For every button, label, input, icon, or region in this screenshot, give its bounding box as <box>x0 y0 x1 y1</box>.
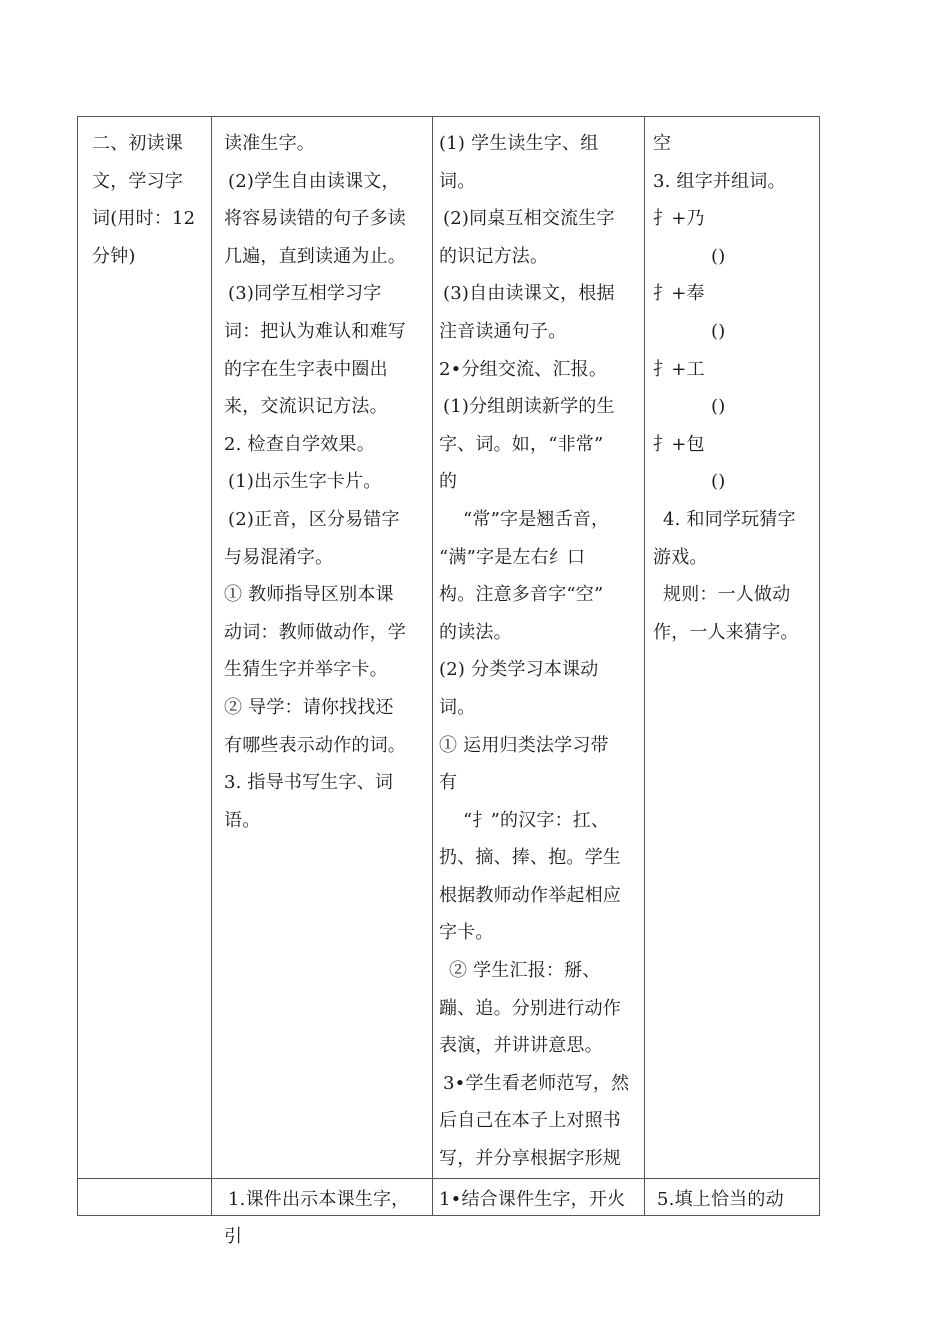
cell-text-line: 后自己在本子上对照书 <box>439 1110 621 1132</box>
cell-text-line: 二、初读课 <box>92 133 183 154</box>
cell-text-line: 读准生字。 <box>224 133 315 154</box>
cell-text-line: 注音读通句子。 <box>439 320 567 342</box>
cell-text-line: 的字在生字表中圈出 <box>224 358 388 380</box>
cell-text-line: (1)分组朗读新学的生 <box>443 396 615 418</box>
student-activity-cell <box>433 1178 645 1215</box>
cell-text-line: 将容易读错的句子多读 <box>224 208 406 230</box>
cell-text-line: 语。 <box>224 809 261 831</box>
cell-text-line: 空 <box>653 133 672 154</box>
cell-text-line: “扌”的汉字：扛、 <box>463 809 610 831</box>
lesson-plan-table <box>77 116 820 1248</box>
cell-text-line: 的读法。 <box>439 621 512 643</box>
exercise-cell <box>645 1178 820 1215</box>
cell-text-line: 3. 组字并组词。 <box>653 170 786 192</box>
cell-text-line: () <box>711 320 726 342</box>
cell-text-line: 动词：教师做动作，学 <box>224 621 406 643</box>
cell-text-line: 蹦、追。分别进行动作 <box>439 997 621 1019</box>
cell-text-line: 写，并分享根据字形规 <box>439 1148 621 1170</box>
cell-text-line: 规则：一人做动 <box>663 584 791 606</box>
exercise-cell <box>645 117 820 1179</box>
cell-text-line: 有 <box>439 772 458 794</box>
cell-text-line: (2)同桌互相交流生字 <box>443 208 615 230</box>
cell-text-line: (3)自由读课文，根据 <box>443 283 615 305</box>
cell-text-line: 表演，并讲讲意思。 <box>439 1035 603 1057</box>
cell-text-line: 的识记方法。 <box>439 245 549 267</box>
cell-text-line: 词(用时：12 <box>92 208 196 230</box>
cell-text-line: 扌+乃 <box>653 208 705 230</box>
cell-text-line: (2)正音，区分易错字 <box>228 508 400 530</box>
cell-text-line: 1•结合课件生字，开火 <box>439 1188 626 1210</box>
cell-text-line: 字、词。如，“非常” <box>439 433 604 455</box>
cell-text-line: 构。注意多音字“空” <box>439 584 604 606</box>
cell-text-line: 词。 <box>439 696 476 718</box>
cell-text-line: 扌+包 <box>653 433 705 455</box>
cell-text-line: ① 运用归类法学习带 <box>439 734 609 756</box>
cell-text-line: ② 导学：请你找找还 <box>224 696 394 718</box>
cell-text-line: “满”字是左右纟口 <box>439 546 586 568</box>
cell-text-line: (1) 学生读生字、组 <box>439 133 599 154</box>
cell-text-line: 2•分组交流、汇报。 <box>439 358 608 380</box>
teacher-activity-cell <box>212 1178 433 1248</box>
cell-text-line: 游戏。 <box>653 546 708 568</box>
cell-text-line: () <box>711 471 726 493</box>
cell-text-line: 根据教师动作举起相应 <box>439 884 621 906</box>
cell-text-line: 1.课件出示本课生字， <box>228 1188 410 1210</box>
teacher-activity-cell <box>212 117 433 1179</box>
cell-text-line: 4. 和同学玩猜字 <box>663 508 796 530</box>
cell-text-line: (3)同学互相学习字 <box>228 283 382 305</box>
cell-text-line: 与易混淆字。 <box>224 546 334 568</box>
cell-text-line: 扔、摘、捧、抱。学生 <box>439 847 621 869</box>
cell-text-line: 2. 检查自学效果。 <box>224 433 375 455</box>
cell-text-line: 有哪些表示动作的词。 <box>224 734 406 756</box>
cell-text-line: 引 <box>224 1226 243 1248</box>
cell-text-line: () <box>711 245 726 267</box>
cell-text-line: 扌+工 <box>653 358 705 380</box>
cell-text-line: 扌+奉 <box>653 283 705 305</box>
cell-text-line: 来，交流识记方法。 <box>224 396 388 418</box>
cell-text-line: ① 教师指导区别本课 <box>224 584 394 606</box>
cell-text-line: (1)出示生字卡片。 <box>228 471 382 493</box>
stage-cell <box>78 117 212 1179</box>
cell-text-line: “常”字是翘舌音， <box>463 508 610 530</box>
cell-text-line: 的 <box>439 471 458 493</box>
table-row <box>78 117 820 1179</box>
cell-text-line: 文，学习字 <box>92 170 183 192</box>
table-row <box>78 1178 820 1215</box>
cell-text-line: 5.填上恰当的动 <box>657 1188 784 1210</box>
cell-text-line: 分钟) <box>92 245 136 267</box>
cell-text-line: 3. 指导书写生字、词 <box>224 772 394 794</box>
cell-text-line: 词：把认为难认和难写 <box>224 320 406 342</box>
cell-text-line: 词。 <box>439 170 476 192</box>
cell-text-line: 3•学生看老师范写，然 <box>443 1072 630 1094</box>
stage-cell <box>78 1178 212 1215</box>
cell-text-line: (2) 分类学习本课动 <box>439 659 599 681</box>
cell-text-line: (2)学生自由读课文， <box>228 170 400 192</box>
cell-text-line: () <box>711 396 726 418</box>
cell-text-line: 字卡。 <box>439 922 494 944</box>
student-activity-cell <box>433 117 645 1179</box>
cell-text-line: 作，一人来猜字。 <box>653 621 799 643</box>
cell-text-line: 生猜生字并举字卡。 <box>224 659 388 681</box>
cell-text-line: 几遍，直到读通为止。 <box>224 245 406 267</box>
cell-text-line: ② 学生汇报：掰、 <box>449 960 601 982</box>
